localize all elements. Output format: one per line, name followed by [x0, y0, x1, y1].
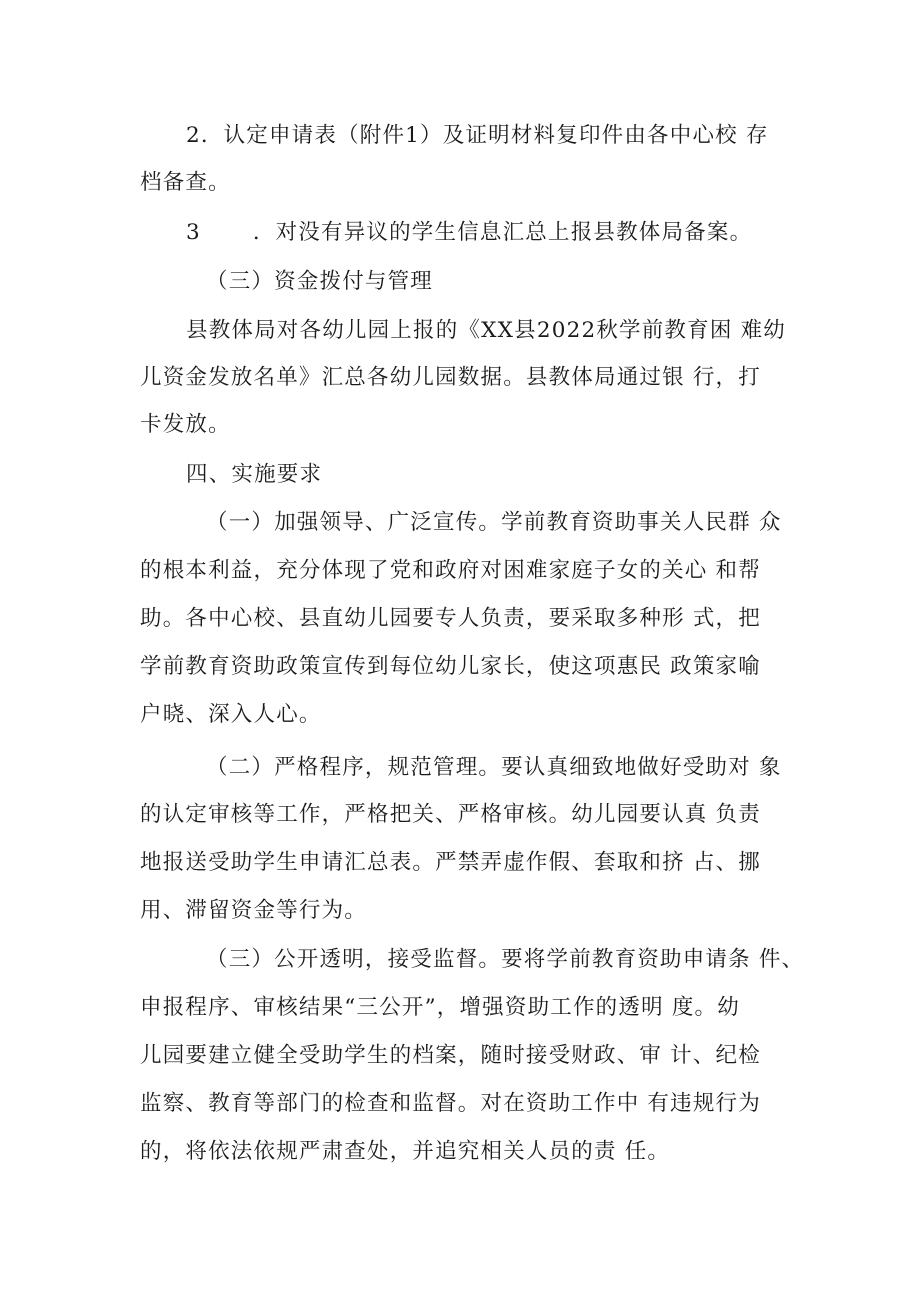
paragraph-line: 申报程序、审核结果“三公开”，增强资助工作的透明 度。幼 [140, 995, 740, 1020]
paragraph-line: 儿园要建立健全受助学生的档案，随时接受财政、审 计、纪检 [140, 1043, 761, 1068]
paragraph-line: 学前教育资助政策宣传到每位幼儿家长，使这项惠民 政策家喻 [140, 654, 761, 679]
paragraph-line: 户晓、深入人心。 [140, 702, 322, 727]
paragraph-line: 的认定审核等工作，严格把关、严格审核。幼儿园要认真 负责 [140, 802, 761, 827]
paragraph-line: 助。各中心校、县直幼儿园要专人负责，要采取多种形 式，把 [140, 606, 761, 631]
paragraph-line: （一）加强领导、广泛宣传。学前教育资助事关人民群 众 [206, 510, 782, 535]
paragraph-line: 监察、教育等部门的检查和监督。对在资助工作中 有违规行为 [140, 1091, 761, 1116]
section-heading: （三）资金拨付与管理 [206, 269, 434, 294]
section-heading: 四、实施要求 [186, 462, 323, 487]
paragraph-line: 的，将依法依规严肃查处，并追究相关人员的责 任。 [140, 1139, 671, 1164]
paragraph-line: 儿资金发放名单》汇总各幼儿园数据。县教体局通过银 行，打 [140, 365, 761, 390]
paragraph-line: 卡发放。 [140, 412, 231, 437]
paragraph-line: 档备查。 [140, 170, 231, 195]
paragraph-line: （三）公开透明，接受监督。要将学前教育资助申请条 件、 [206, 947, 805, 972]
paragraph-line: 县教体局对各幼儿园上报的《XX县2022秋学前教育困 难幼 [186, 318, 786, 343]
item-text: ．对没有异议的学生信息汇总上报县教体局备案。 [252, 220, 753, 245]
paragraph-line: （二）严格程序，规范管理。要认真细致地做好受助对 象 [206, 755, 782, 780]
paragraph-line: 的根本利益，充分体现了党和政府对困难家庭子女的关心 和帮 [140, 558, 761, 583]
paragraph-line: 用、滞留资金等行为。 [140, 898, 368, 923]
item-number: 3 [186, 220, 201, 245]
paragraph-line: 地报送受助学生申请汇总表。严禁弄虚作假、套取和挤 占、挪 [140, 850, 761, 875]
paragraph-line: 2．认定申请表（附件1）及证明材料复印件由各中心校 存 [186, 123, 769, 148]
paragraph-line [186, 218, 826, 248]
